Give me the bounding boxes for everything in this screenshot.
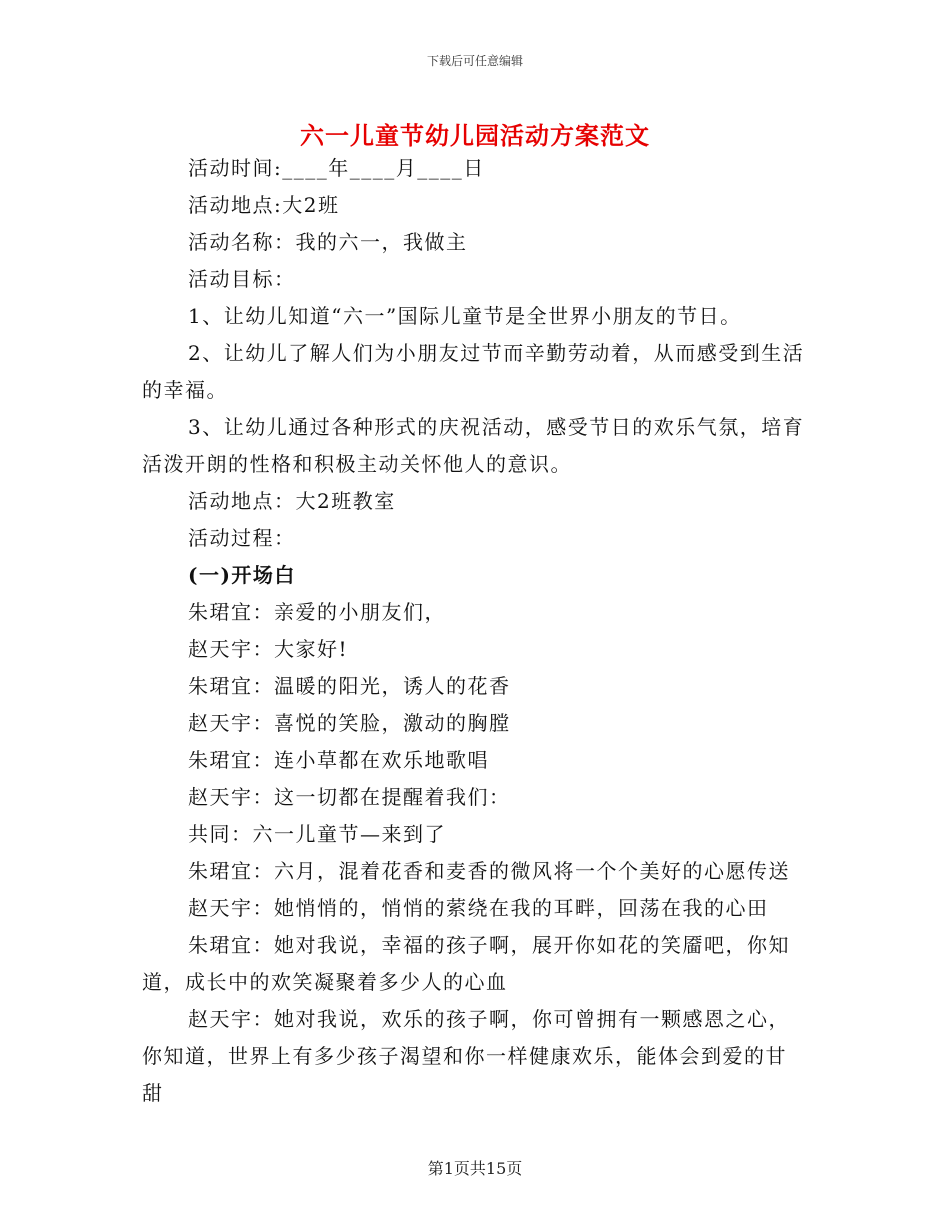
dialogue-line: 赵天宇：她对我说，欢乐的孩子啊，你可曾拥有一颗感恩之心，你知道，世界上有多少孩子渴望和你一样健康欢乐，能体会到爱的甘甜	[142, 1007, 790, 1105]
dialogue-line: 赵天宇：她悄悄的，悄悄的萦绕在我的耳畔，回荡在我的心田	[188, 896, 769, 920]
goal-item-2: 2、让幼儿了解人们为小朋友过节而辛勤劳动着，从而感受到生活的幸福。	[142, 341, 805, 402]
document-body	[142, 150, 808, 1112]
page-header-note: 下载后可任意编辑	[426, 54, 523, 68]
dialogue-line: 赵天宇：大家好!	[188, 637, 349, 661]
dialogue-line: 朱珺宜：温暖的阳光，诱人的花香	[188, 674, 511, 698]
dialogue-line: 朱珺宜：亲爱的小朋友们，	[188, 600, 446, 624]
goal-item-1: 1、让幼儿知道“六一”国际儿童节是全世界小朋友的节日。	[188, 304, 742, 328]
dialogue-line: 共同：六一儿童节—来到了	[188, 822, 446, 846]
section-heading-opening: (一)开场白	[188, 563, 296, 587]
activity-goals-heading: 活动目标：	[188, 267, 296, 291]
activity-venue: 活动地点：大2班教室	[188, 489, 396, 513]
activity-name: 活动名称：我的六一，我做主	[188, 230, 468, 254]
dialogue-line: 朱珺宜：她对我说，幸福的孩子啊，展开你如花的笑靥吧，你知道，成长中的欢笑凝聚着多少人的心血	[142, 933, 790, 994]
dialogue-line: 朱珺宜：连小草都在欢乐地歌唱	[188, 748, 489, 772]
dialogue-line: 赵天宇：喜悦的笑脸，激动的胸膛	[188, 711, 511, 735]
goal-item-3: 3、让幼儿通过各种形式的庆祝活动，感受节日的欢乐气氛，培育活泼开朗的性格和积极主动关怀他人的意识。	[142, 415, 805, 476]
dialogue-line: 朱珺宜：六月，混着花香和麦香的微风将一个个美好的心愿传送	[188, 859, 790, 883]
activity-location: 活动地点:大2班	[188, 193, 340, 217]
activity-process-heading: 活动过程：	[188, 526, 296, 550]
page-footer-number: 第1页共15页	[427, 1159, 523, 1178]
dialogue-line: 赵天宇：这一切都在提醒着我们：	[188, 785, 511, 809]
activity-time: 活动时间:____年____月____日	[188, 156, 485, 180]
document-title: 六一儿童节幼儿园活动方案范文	[300, 121, 650, 150]
